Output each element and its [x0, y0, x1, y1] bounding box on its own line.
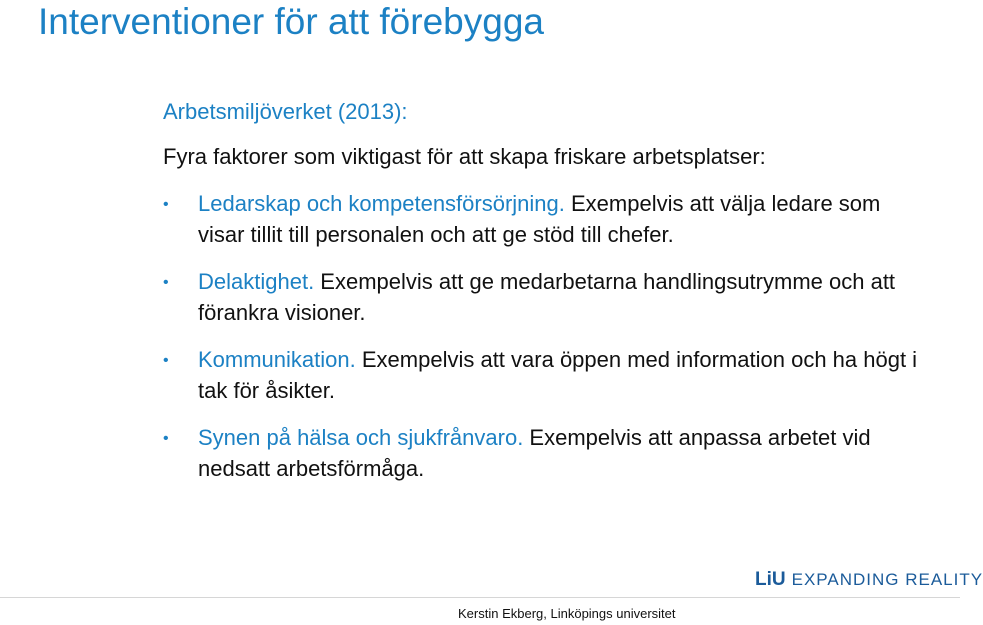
source-reference: Arbetsmiljöverket (2013):: [163, 99, 408, 124]
logo-tagline: EXPANDING REALITY: [791, 570, 983, 589]
bullet-keyword: Synen på hälsa och sjukfrånvaro.: [198, 425, 524, 450]
bullet-keyword: Kommunikation.: [198, 347, 356, 372]
bullet-icon: •: [163, 430, 169, 447]
bullet-keyword: Delaktighet.: [198, 269, 315, 294]
bullet-list: [163, 188, 923, 500]
logo-short: LiU: [755, 569, 786, 590]
bullet-text: Exempelvis att välja ledare som visar tillit till personalen och att ge stöd till chefer.: [198, 191, 881, 247]
intro-text: Fyra faktorer som viktigast för att skapa friskare arbetsplatser:: [163, 144, 766, 169]
bullet-icon: •: [163, 196, 169, 213]
list-item: [163, 422, 923, 484]
bullet-icon: •: [163, 274, 169, 291]
bullet-keyword: Ledarskap och kompetensförsörjning.: [198, 191, 565, 216]
liu-logo: [755, 568, 983, 592]
bullet-text: Exempelvis att anpassa arbetet vid nedsatt arbetsförmåga.: [198, 425, 871, 481]
bullet-icon: •: [163, 352, 169, 369]
list-item: [163, 344, 923, 406]
list-item: [163, 266, 923, 328]
slide-title: Interventioner för att förebygga: [38, 1, 544, 42]
footer-divider: [0, 597, 960, 598]
list-item: [163, 188, 923, 250]
bullet-text: Exempelvis att vara öppen med information och ha högt i tak för åsikter.: [198, 347, 918, 403]
footer-text: Kerstin Ekberg, Linköpings universitet: [458, 606, 676, 621]
bullet-text: Exempelvis att ge medarbetarna handlingsutrymme och att förankra visioner.: [198, 269, 896, 325]
